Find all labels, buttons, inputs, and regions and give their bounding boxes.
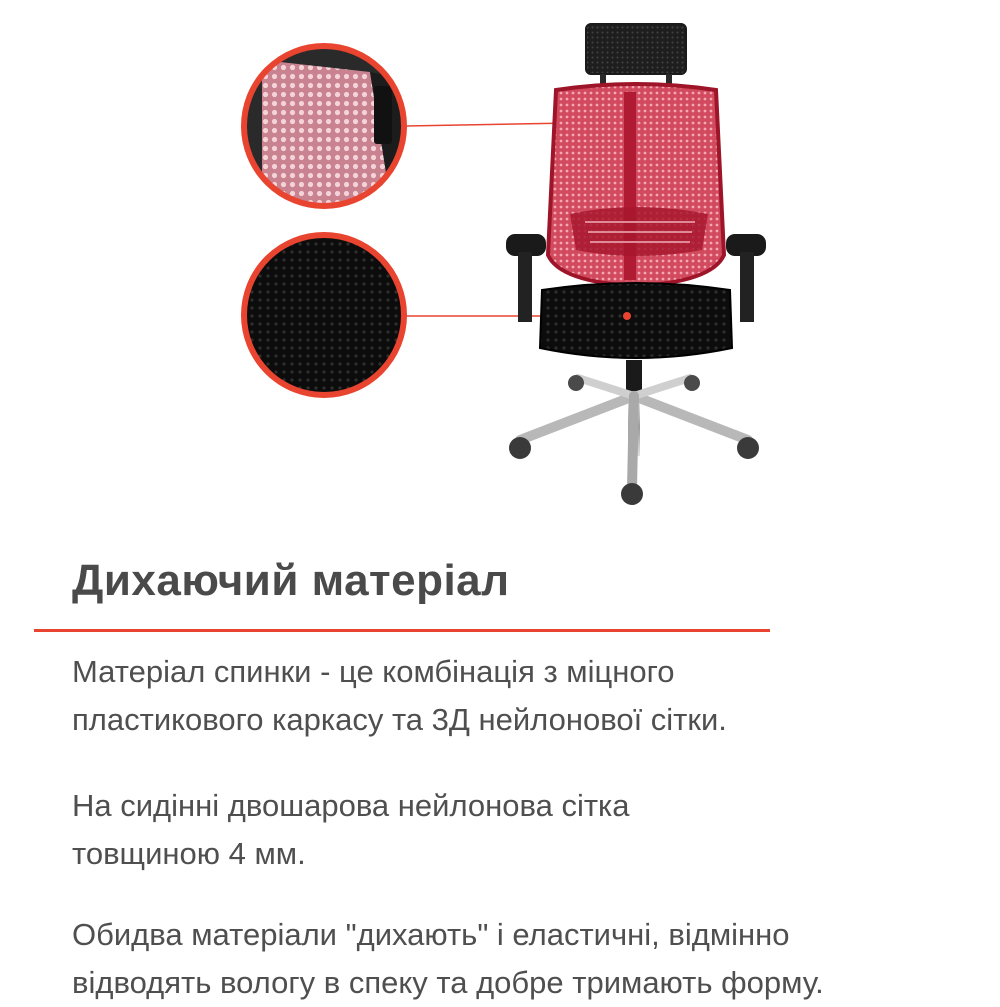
paragraph-line: відводять вологу в спеку та добре тримають форму. [72, 965, 824, 1000]
section-heading: Дихаючий матеріал [72, 556, 510, 605]
paragraph-line: пластикового каркасу та 3Д нейлонової сітки. [72, 702, 727, 737]
heading-underline [34, 629, 770, 632]
paragraph-line: Матеріал спинки - це комбінація з міцного [72, 654, 675, 689]
paragraph-line: Обидва матеріали "дихають" і еластичні, відмінно [72, 917, 790, 952]
paragraph-line: товщиною 4 мм. [72, 836, 306, 871]
seat-mesh-zoom [240, 230, 410, 400]
paragraph-seat-material [72, 782, 630, 878]
backrest-mesh-zoom [240, 40, 410, 210]
office-chair [506, 24, 766, 505]
paragraph-backrest-material [72, 648, 727, 744]
paragraph-line: На сидінні двошарова нейлонова сітка [72, 788, 630, 823]
paragraph-breathability [72, 911, 824, 1007]
